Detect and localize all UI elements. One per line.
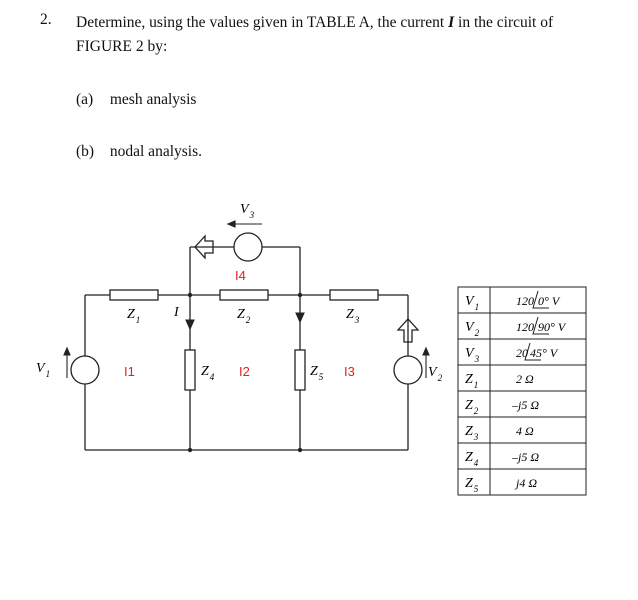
v2-arrow-icon	[423, 348, 429, 355]
part-b-text: nodal analysis.	[109, 143, 202, 160]
current-i-arrow-icon	[186, 320, 194, 329]
table-row-z1-symbol: $Z_1$	[465, 372, 479, 390]
table-a	[465, 294, 567, 494]
current-variable: I	[448, 14, 455, 31]
table-row-z4-symbol: $Z_4$	[465, 450, 479, 468]
node-current-arrow-icon	[296, 313, 304, 322]
label-v1: $V_1$	[36, 361, 51, 379]
table-row-v3-angle: 45° V	[530, 346, 558, 360]
z4-resistor	[185, 350, 195, 390]
table-row-v3-mag: 20	[516, 346, 528, 360]
mesh-label-i2: I2	[239, 364, 250, 379]
mesh-label-i1: I1	[124, 364, 135, 379]
table-row-v1-symbol: $V_1$	[465, 294, 480, 312]
table-row-v2-mag: 120	[516, 320, 534, 334]
label-z5: $Z_5$	[310, 364, 324, 382]
table-row-z2-symbol: $Z_2$	[465, 398, 479, 416]
v2-source	[394, 356, 422, 384]
table-row-v2-symbol: $V_2$	[465, 320, 480, 338]
z3-resistor	[330, 290, 378, 300]
table-row-v2-angle: 90° V	[538, 320, 566, 334]
circuit-diagram	[0, 190, 638, 510]
v3-source	[234, 233, 262, 261]
v1-arrow-icon	[64, 348, 70, 355]
mesh-label-i3: I3	[344, 364, 355, 379]
label-z3: $Z_3$	[346, 307, 360, 325]
table-row-z1-value: 2 Ω	[516, 372, 534, 386]
table-row-z5-value: j4 Ω	[516, 476, 538, 490]
label-v2: $V_2$	[428, 365, 443, 383]
z2-resistor	[220, 290, 268, 300]
v3-arrow-icon	[228, 221, 235, 227]
label-z1: $Z_1$	[127, 307, 141, 325]
label-current-i: I	[174, 305, 179, 320]
z1-resistor	[110, 290, 158, 300]
table-row-z3-symbol: $Z_3$	[465, 424, 479, 442]
table-row-z3-value: 4 Ω	[516, 424, 534, 438]
table-row-z4-value: –j5 Ω	[512, 450, 540, 464]
question-number: 2.	[40, 11, 52, 28]
table-row-v1-angle: 0° V	[538, 294, 560, 308]
table-row-v3-symbol: $V_3$	[465, 346, 480, 364]
question-text-start: Determine, using the values given in TABLE A, the current	[76, 14, 449, 31]
mesh-label-i4: I4	[235, 268, 246, 283]
part-b-label: (b)	[76, 143, 95, 160]
table-row-z2-value: –j5 Ω	[512, 398, 540, 412]
label-z4: $Z_4$	[201, 364, 215, 382]
v1-source	[71, 356, 99, 384]
part-a-label: (a)	[76, 91, 94, 108]
z5-resistor	[295, 350, 305, 390]
question-text	[76, 11, 606, 59]
part-b	[76, 143, 202, 161]
label-z2: $Z_2$	[237, 307, 251, 325]
label-v3: $V_3$	[240, 202, 255, 220]
table-row-v1-mag: 120	[516, 294, 534, 308]
table-row-z5-symbol: $Z_5$	[465, 476, 479, 494]
part-a-text: mesh analysis	[109, 91, 197, 108]
part-a	[76, 91, 196, 109]
question-text-end: in the circuit of FIGURE 2 by:	[76, 14, 554, 55]
